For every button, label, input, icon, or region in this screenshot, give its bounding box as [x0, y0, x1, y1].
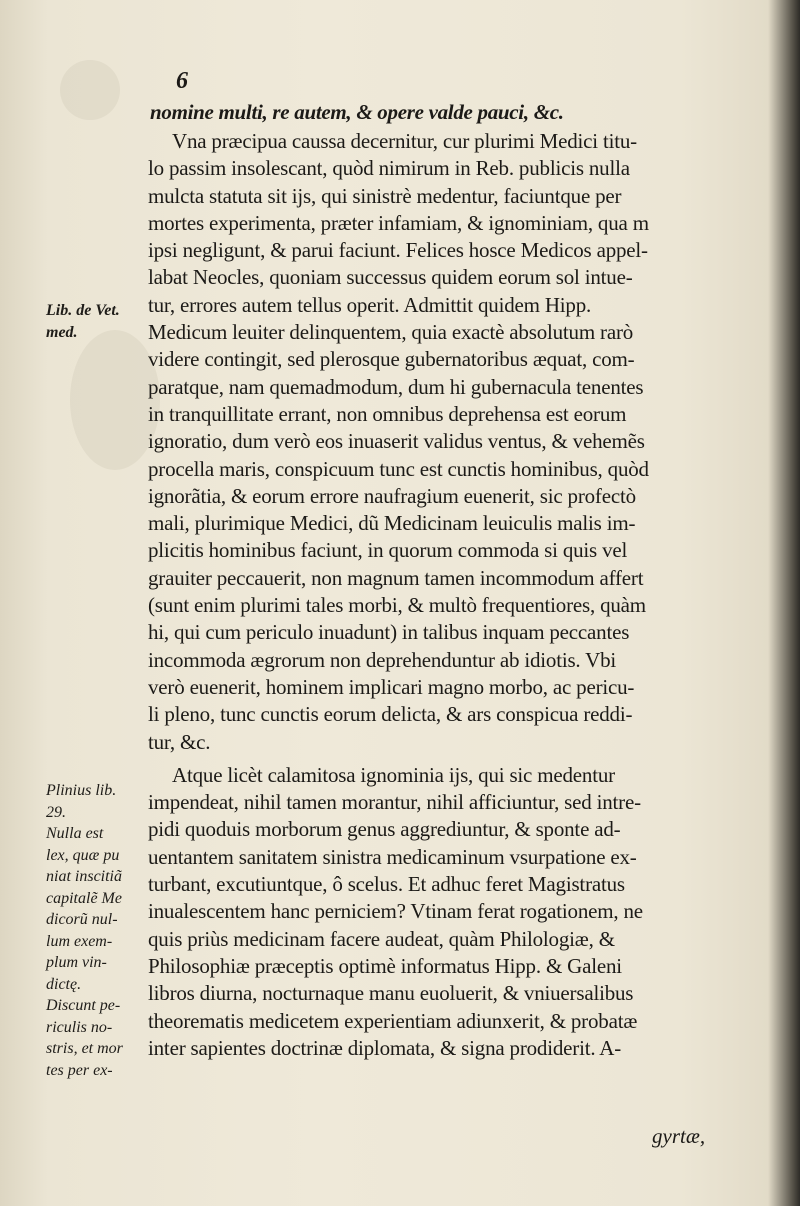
page-number: 6	[176, 68, 188, 94]
text-line: inualescentem hanc perniciem? Vtinam ferat rogationem, ne	[148, 899, 643, 924]
text-line: procella maris, conspicuum tunc est cunctis hominibus, quòd	[148, 456, 649, 481]
text-line: impendeat, nihil tamen morantur, nihil afficiuntur, sed intre-	[148, 790, 641, 815]
margin-note-line: Nulla est	[46, 825, 104, 842]
text-line: grauiter peccauerit, non magnum tamen incommodum affert	[148, 565, 644, 590]
text-line: plicitis hominibus faciunt, in quorum commoda si quis vel	[148, 538, 628, 563]
text-line: (sunt enim plurimi tales morbi, & multò frequentiores, quàm	[148, 593, 646, 618]
margin-note-line: 29.	[46, 803, 66, 821]
text-line: theorematis medicetem experientiam adiunxerit, & probatæ	[148, 1008, 638, 1033]
text-line: incommoda ægrorum non deprehenduntur ab idiotis. Vbi	[148, 647, 617, 672]
margin-note-pliny	[46, 780, 146, 1081]
margin-note-line: niat inscitiã	[46, 868, 122, 885]
margin-note-line: capitalẽ Me	[46, 889, 122, 907]
text-line: tur, errores autem tellus operit. Admittit quidem Hipp.	[148, 292, 592, 317]
text-line: uentantem sanitatem sinistra medicaminum vsurpatione ex-	[148, 844, 637, 869]
text-line: ignoratio, dum verò eos inuaserit validus ventus, & vehemẽs	[148, 429, 645, 454]
text-line: li pleno, tunc cunctis eorum delicta, & ars conspicua reddi-	[148, 702, 633, 727]
paper-stain	[60, 60, 120, 120]
text-line: inter sapientes doctrinæ diplomata, & signa prodiderit. A-	[148, 1035, 622, 1060]
margin-note-line: med.	[46, 323, 78, 341]
margin-note-line: lex, quæ pu	[46, 846, 120, 864]
body-text	[148, 128, 770, 1062]
margin-note-line: lum exem-	[46, 932, 113, 950]
margin-note-line: plum vin-	[46, 954, 107, 971]
text-line: pidi quoduis morborum genus aggrediuntur, & sponte ad-	[148, 817, 621, 842]
text-line: verò euenerit, hominem implicari magno morbo, ac pericu-	[148, 674, 635, 699]
text-line: Vna præcipua caussa decernitur, cur plurimi Medici titu-	[172, 129, 637, 153]
margin-note-reference	[46, 300, 146, 343]
margin-note-line: riculis no-	[46, 1018, 113, 1036]
text-line: ignorãtia, & eorum errore naufragium euenerit, sic profectò	[148, 483, 636, 508]
margin-note-line: Plinius lib.	[46, 782, 117, 799]
margin-note-line: stris, et mor	[46, 1040, 123, 1057]
text-line: mulcta statuta sit ijs, qui sinistrè medentur, faciuntque per	[148, 183, 622, 208]
margin-note-line: dicorũ nul-	[46, 911, 118, 928]
paper-stain	[70, 330, 160, 470]
catchword: gyrtæ,	[652, 1124, 706, 1148]
margin-note-line: Discunt pe-	[46, 997, 121, 1014]
text-line: Medicum leuiter delinquentem, quia exactè absolutum rarò	[148, 320, 634, 345]
text-line: mali, plurimique Medici, dũ Medicinam leuiculis malis im-	[148, 511, 636, 536]
text-line: mortes experimenta, præter infamiam, & ignominiam, qua m	[148, 210, 649, 235]
text-line: labat Neocles, quoniam successus quidem eorum sol intue-	[148, 265, 633, 290]
text-line: Philosophiæ præceptis optimè informatus Hipp. & Galeni	[148, 953, 622, 978]
margin-note-line: Lib. de Vet.	[46, 302, 120, 319]
text-line: lo passim insolescant, quòd nimirum in Reb. publicis nulla	[148, 156, 630, 181]
text-line: ipsi negligunt, & parui faciunt. Felices hosce Medicos appel-	[148, 238, 648, 263]
text-line: turbant, excutiuntque, ô scelus. Et adhuc feret Magistratus	[148, 872, 625, 897]
margin-note-line: dictę.	[46, 975, 82, 993]
text-line: tur, &c.	[148, 729, 211, 754]
text-line: in tranquillitate errant, non omnibus deprehensa est eorum	[148, 401, 627, 426]
text-line: paratque, nam quemadmodum, dum hi gubernacula tenentes	[148, 374, 644, 399]
running-head: nomine multi, re autem, & opere valde pauci, &c.	[150, 100, 564, 124]
margin-note-line: tes per ex-	[46, 1061, 113, 1079]
text-line: quis priùs medicinam facere audeat, quàm Philologiæ, &	[148, 926, 615, 951]
text-line: videre contingit, sed plerosque gubernatoribus æquat, com-	[148, 347, 635, 372]
text-line: hi, qui cum periculo inuadunt) in talibus inquam peccantes	[148, 620, 630, 645]
text-line: libros diurna, nocturnaque manu euoluerit, & vniuersalibus	[148, 981, 634, 1006]
text-line: Atque licèt calamitosa ignominia ijs, qui sic medentur	[172, 762, 615, 787]
